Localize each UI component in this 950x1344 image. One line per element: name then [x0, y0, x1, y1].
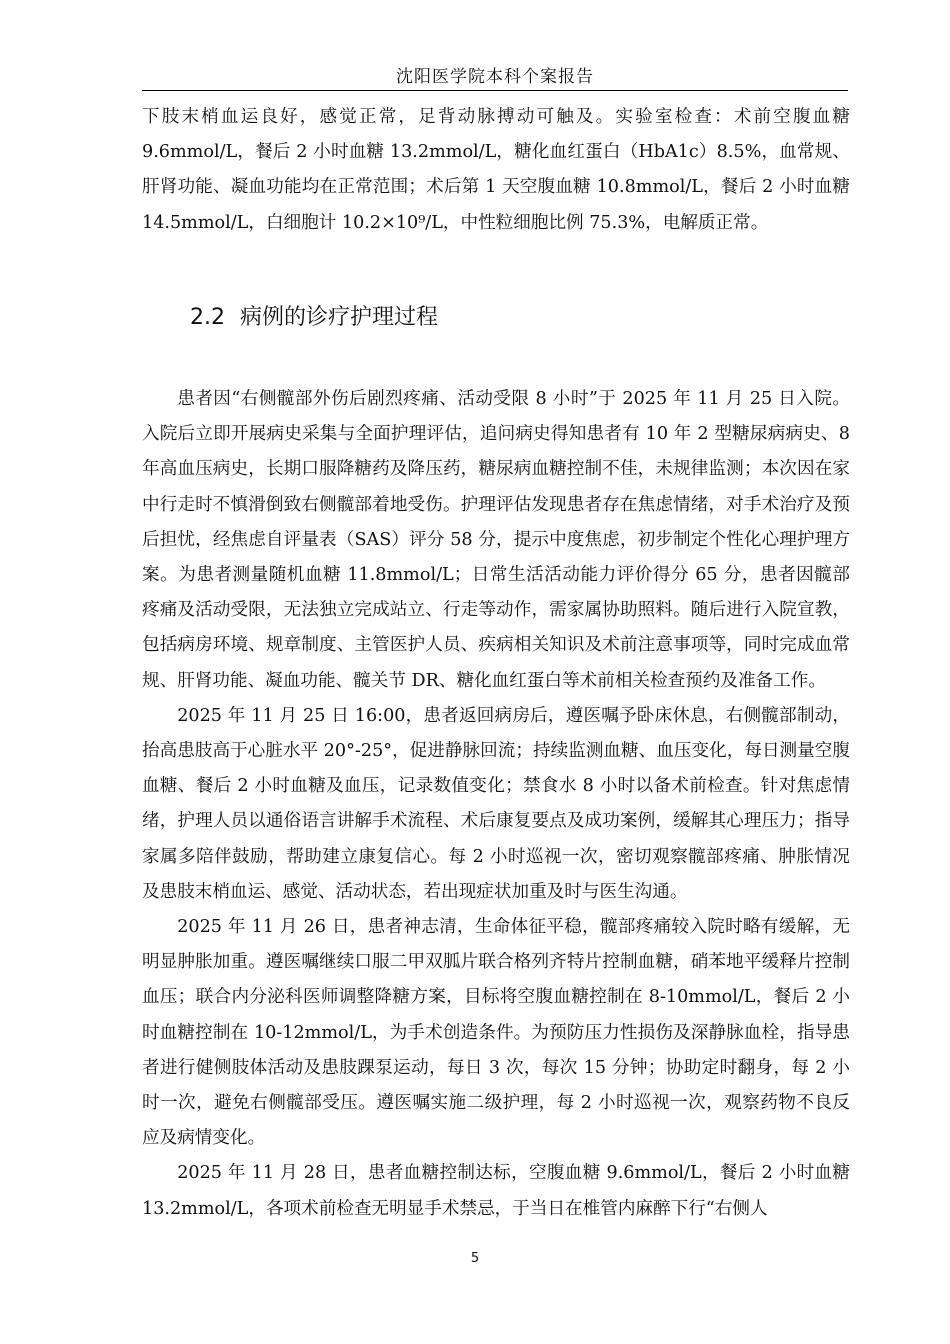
section-title: 病例的诊疗护理过程 — [240, 305, 439, 330]
section-number: 2.2 — [190, 305, 225, 330]
header-divider — [142, 90, 848, 91]
intro-paragraph — [142, 100, 850, 241]
paragraph: 2025 年 11 月 28 日，患者血糖控制达标，空腹血糖 9.6mmol/L，餐后 2 小时血糖 13.2mmol/L，各项术前检查无明显手术禁忌，于当日在椎管内麻醉下行“右侧人 — [142, 1163, 850, 1219]
paragraph: 2025 年 11 月 26 日，患者神志清，生命体征平稳，髋部疼痛较入院时略有缓解，无明显肿胀加重。遵医嘱继续口服二甲双胍片联合格列齐特片控制血糖，硝苯地平缓释片控制血压；联合内分泌科医师调整降糖方案，目标将空腹血糖控制在 8-10mmol/L，餐后 2 小时血糖控制在 10-12mmol/L，为手术创造条件。为预防压力性损伤及深静脉血栓，指导患者进行健侧肢体活动及患肢踝泵运动，每日 3 次，每次 15 分钟；协助定时翻身，每 2 小时一次，避免右侧髋部受压。遵医嘱实施二级护理，每 2 小时巡视一次，观察药物不良反应及病情变化。 — [142, 917, 850, 1149]
section-body — [142, 382, 850, 1227]
section-heading — [190, 300, 438, 331]
page-number: 5 — [470, 1251, 480, 1266]
page-header: 沈阳医学院本科个案报告 — [396, 67, 594, 87]
paragraph: 患者因“右侧髋部外伤后剧烈疼痛、活动受限 8 小时”于 2025 年 11 月 25 日入院。入院后立即开展病史采集与全面护理评估，追问病史得知患者有 10 年 2 型糖尿病病史、8 年高血压病史，长期口服降糖药及降压药，糖尿病血糖控制不佳，未规律监测；本次因在家中行走时不慎滑倒致右侧髋部着地受伤。护理评估发现患者存在焦虑情绪，对手术治疗及预后担忧，经焦虑自评量表（SAS）评分 58 分，提示中度焦虑，初步制定个性化心理护理方案。为患者测量随机血糖 11.8mmol/L；日常生活活动能力评价得分 65 分，患者因髋部疼痛及活动受限，无法独立完成站立、行走等动作，需家属协助照料。随后进行入院宣教，包括病房环境、规章制度、主管医护人员、疾病相关知识及术前注意事项等，同时完成血常规、肝肾功能、凝血功能、髋关节 DR、糖化血红蛋白等术前相关检查预约及准备工作。 — [142, 389, 850, 691]
paragraph: 2025 年 11 月 25 日 16:00，患者返回病房后，遵医嘱予卧床休息，右侧髋部制动，抬高患肢高于心脏水平 20°-25°，促进静脉回流；持续监测血糖、血压变化，每日测量空腹血糖、餐后 2 小时血糖及血压，记录数值变化；禁食水 8 小时以备术前检查。针对焦虑情绪，护理人员以通俗语言讲解手术流程、术后康复要点及成功案例，缓解其心理压力；指导家属多陪伴鼓励，帮助建立康复信心。每 2 小时巡视一次，密切观察髋部疼痛、肿胀情况及患肢末梢血运、感觉、活动状态，若出现症状加重及时与医生沟通。 — [142, 705, 850, 902]
paragraph-text: 下肢末梢血运良好，感觉正常，足背动脉搏动可触及。实验室检查：术前空腹血糖 9.6mmol/L，餐后 2 小时血糖 13.2mmol/L，糖化血红蛋白（HbA1c）8.5%，血常规、肝肾功能、凝血功能均在正常范围；术后第 1 天空腹血糖 10.8mmol/L，餐后 2 小时血糖 14.5mmol/L，白细胞计 10.2×10⁹/L，中性粒细胞比例 75.3%，电解质正常。 — [142, 107, 850, 233]
